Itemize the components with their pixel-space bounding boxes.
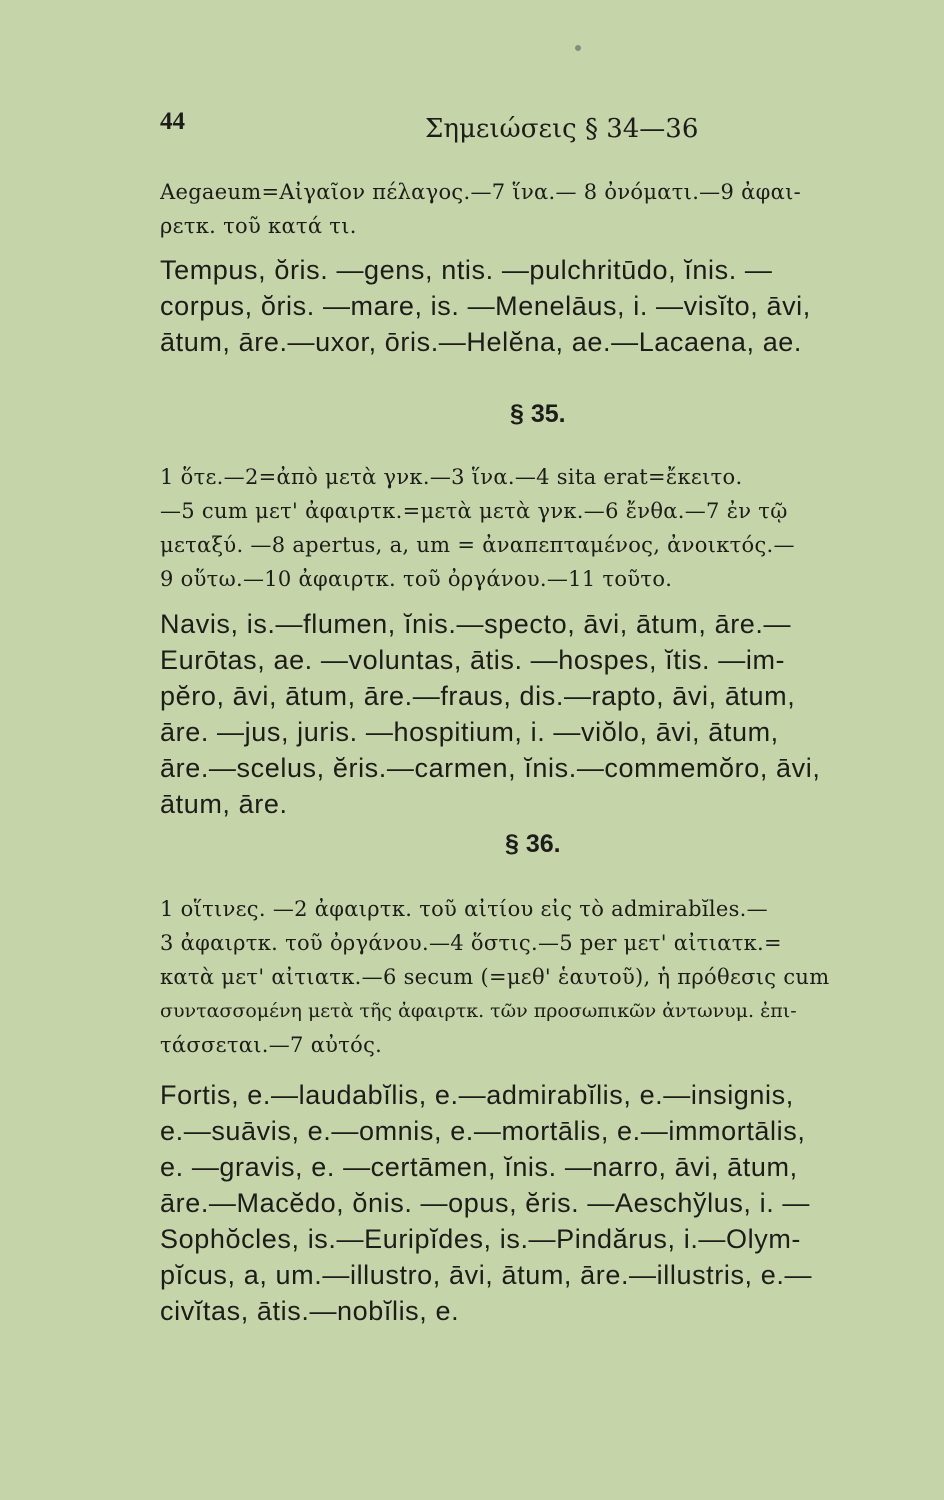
note-line: ρετκ. τοῦ κατά τι. xyxy=(160,214,357,238)
vocab-line: Sophŏcles, is.—Euripĭdes, is.—Pindărus, i.—Olym- xyxy=(160,1224,802,1254)
vocab-line: ātum, āre.—uxor, ōris.—Helĕna, ae.—Lacaena, ae. xyxy=(160,327,803,357)
section-35-heading: § 35. xyxy=(510,400,566,428)
section-34-vocab xyxy=(160,252,910,360)
note-line: —5 cum μετ' ἀφαιρτκ.=μετὰ μετὰ γνκ.—6 ἔνθα.—7 ἐν τῷ xyxy=(160,499,788,523)
vocab-line: e. —gravis, e. —certāmen, ĭnis. —narro, āvi, ātum, xyxy=(160,1152,798,1182)
section-36-vocab xyxy=(160,1077,910,1329)
print-speck xyxy=(575,45,581,51)
section-36-heading: § 36. xyxy=(505,830,561,858)
note-line: συντασσομένη μετὰ τῆς ἀφαιρτκ. τῶν προσωπικῶν ἀντωνυμ. ἐπι- xyxy=(160,1000,797,1022)
running-title: Σημειώσεις § 34—36 xyxy=(425,114,699,144)
vocab-line: ātum, āre. xyxy=(160,789,288,819)
vocab-line: āre. —jus, juris. —hospitium, i. —viŏlo, āvi, ātum, xyxy=(160,717,779,747)
section-34-notes xyxy=(160,175,910,243)
page-header xyxy=(160,108,720,148)
note-line: 1 οἵτινες. —2 ἀφαιρτκ. τοῦ αἰτίου εἰς τὸ admirabĭles.— xyxy=(160,897,768,921)
vocab-line: āre.—scelus, ĕris.—carmen, ĭnis.—commemŏro, āvi, xyxy=(160,753,821,783)
vocab-line: āre.—Macĕdo, ŏnis. —opus, ĕris. —Aeschўlus, i. — xyxy=(160,1188,811,1218)
note-line: κατὰ μετ' αἰτιατκ.—6 secum (=μεθ' ἑαυτοῦ), ἡ πρόθεσις cum xyxy=(160,965,830,989)
section-35-vocab xyxy=(160,606,910,822)
vocab-line: corpus, ŏris. —mare, is. —Menelāus, i. —visĭto, āvi, xyxy=(160,291,811,321)
note-line: 3 ἀφαιρτκ. τοῦ ὀργάνου.—4 ὅστις.—5 per μετ' αἰτιατκ.= xyxy=(160,931,782,955)
vocab-line: pĭcus, a, um.—illustro, āvi, ātum, āre.—illustris, e.— xyxy=(160,1260,813,1290)
vocab-line: Eurōtas, ae. —voluntas, ātis. —hospes, ĭtis. —im- xyxy=(160,645,786,675)
note-line: Aegaeum=Αἰγαῖον πέλαγος.—7 ἵνα.— 8 ὀνόματι.—9 ἀφαι- xyxy=(160,180,802,204)
vocab-line: Navis, is.—flumen, ĭnis.—specto, āvi, ātum, āre.— xyxy=(160,609,792,639)
vocab-line: civĭtas, ātis.—nobĭlis, e. xyxy=(160,1296,460,1326)
note-line: 1 ὅτε.—2=ἀπὸ μετὰ γνκ.—3 ἵνα.—4 sita erat=ἔκειτο. xyxy=(160,465,743,489)
vocab-line: Tempus, ŏris. —gens, ntis. —pulchritūdo, ĭnis. — xyxy=(160,255,773,285)
section-35-notes xyxy=(160,460,910,596)
section-36-notes xyxy=(160,892,910,1062)
vocab-line: Fortis, e.—laudabĭlis, e.—admirabĭlis, e.—insignis, xyxy=(160,1080,794,1110)
vocab-line: e.—suāvis, e.—omnis, e.—mortālis, e.—immortālis, xyxy=(160,1116,806,1146)
note-line: μεταξύ. —8 apertus, a, um = ἀναπεπταμένος, ἀνοικτός.— xyxy=(160,533,795,557)
note-line: τάσσεται.—7 αὐτός. xyxy=(160,1033,383,1057)
page-number: 44 xyxy=(160,108,185,135)
vocab-line: pĕro, āvi, ātum, āre.—fraus, dis.—rapto, āvi, ātum, xyxy=(160,681,796,711)
note-line: 9 οὕτω.—10 ἀφαιρτκ. τοῦ ὀργάνου.—11 τοῦτο. xyxy=(160,567,673,591)
